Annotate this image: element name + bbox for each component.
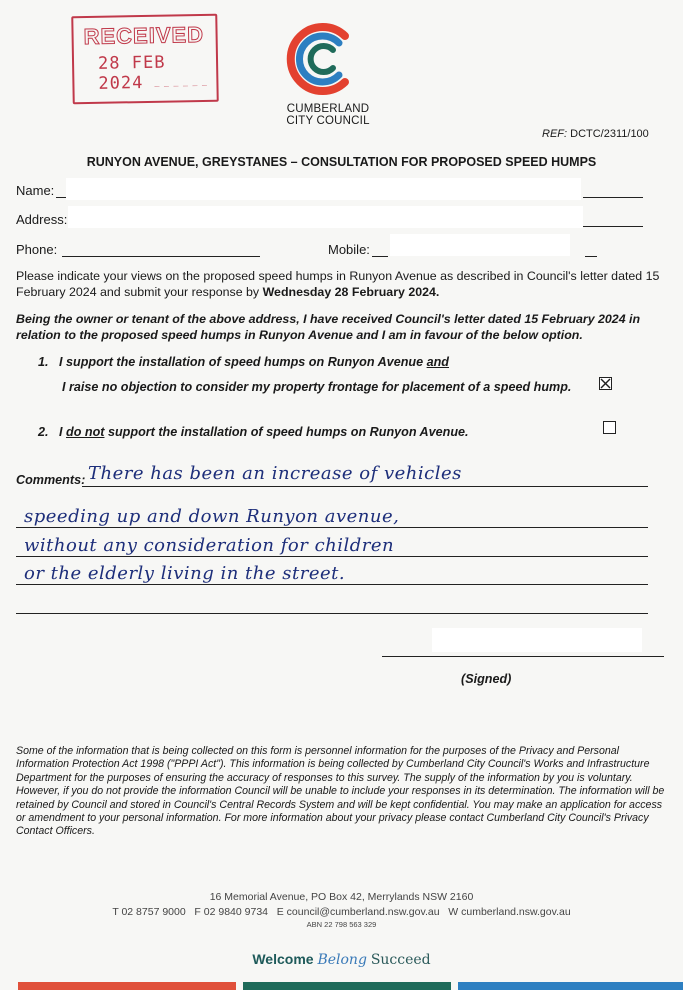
comment-line-2 bbox=[16, 527, 648, 528]
option-1-and: and bbox=[426, 355, 449, 369]
comment-handwriting-3: without any consideration for children bbox=[24, 535, 395, 556]
option-1-text-a: I support the installation of speed humps on Runyon Avenue bbox=[59, 355, 427, 369]
name-line-end bbox=[583, 197, 643, 198]
option-2-line bbox=[38, 425, 469, 439]
name-line bbox=[56, 197, 66, 198]
mobile-line-end bbox=[585, 256, 597, 257]
comment-line-4 bbox=[16, 584, 648, 585]
page-title: RUNYON AVENUE, GREYSTANES – CONSULTATION FOR PROPOSED SPEED HUMPS bbox=[86, 155, 597, 169]
reference-value: DCTC/2311/100 bbox=[570, 128, 649, 140]
footer-abn: ABN 22 798 563 329 bbox=[306, 920, 377, 929]
comment-handwriting-4: or the elderly living in the street. bbox=[24, 563, 346, 584]
tagline-welcome: Welcome bbox=[252, 951, 314, 967]
received-stamp bbox=[71, 14, 219, 105]
declaration: Being the owner or tenant of the above address, I have received Council's letter dated 15 February 2024 in relation to the proposed speed humps in Runyon Avenue and I am in favour of the below option. bbox=[16, 312, 641, 342]
option-2-number: 2. bbox=[38, 425, 49, 439]
tagline-belong: Belong bbox=[317, 952, 367, 968]
signed-label: (Signed) bbox=[461, 672, 512, 686]
option-1-number: 1. bbox=[38, 355, 49, 369]
option-2-not: do not bbox=[66, 425, 105, 439]
organisation-name-line2: CITY COUNCIL bbox=[286, 115, 370, 127]
option-2-checkbox[interactable] bbox=[603, 421, 616, 434]
option-2-text-a: I bbox=[59, 425, 67, 439]
option-1-line-a bbox=[38, 355, 449, 369]
option-2-text-b: support the installation of speed humps on Runyon Avenue. bbox=[104, 425, 469, 439]
organisation-name bbox=[278, 103, 378, 127]
reference-label: REF: bbox=[542, 128, 568, 140]
mobile-label: Mobile: bbox=[328, 242, 370, 257]
stamp-date: 28 FEB 2024 bbox=[97, 52, 166, 94]
comment-line-5 bbox=[16, 613, 648, 614]
comment-line-3 bbox=[16, 556, 648, 557]
tagline-succeed: Succeed bbox=[370, 952, 431, 968]
privacy-notice: Some of the information that is being collected on this form is personnel information for the purposes of the Privacy and Personal Information Protection Act 1998 ("PPPI Act"). This information is being collected by Cumberland City Council's Works and Infrastructure Department for the purposes of ensuring the accuracy of responses to this survey. The supply of the information by you is voluntary. However, if you do not provide the information Council will be unable to include your responses in its determination. The information will be retained by Council and stored in Council's Central Records System and will be kept confidential. You may make an application for access or amendment to your personal information. For more information about your privacy please contact Cumberland City Council's Privacy Contact Officers. bbox=[16, 745, 665, 838]
council-logo-icon bbox=[283, 16, 363, 102]
reference bbox=[542, 128, 649, 140]
footer-contacts: T 02 8757 9000 F 02 9840 9734 E council@cumberland.nsw.gov.au W cumberland.nsw.gov.au bbox=[112, 906, 571, 918]
mobile-line bbox=[372, 256, 388, 257]
name-label: Name: bbox=[16, 183, 55, 198]
address-line-end bbox=[583, 226, 643, 227]
comments-label: Comments: bbox=[16, 473, 86, 487]
redaction-block bbox=[390, 234, 570, 256]
address-label: Address: bbox=[16, 212, 68, 227]
stamp-title: RECEIVED bbox=[83, 21, 205, 50]
footer-bar-red bbox=[18, 982, 236, 990]
comment-line-1 bbox=[82, 486, 648, 487]
checkmark-x-icon bbox=[600, 378, 611, 389]
intro-deadline: Wednesday 28 February 2024. bbox=[262, 285, 440, 299]
phone-label: Phone: bbox=[16, 242, 58, 257]
intro-text: Please indicate your views on the proposed speed humps in Runyon Avenue as described in Council's letter dated 15 February 2024 and submit your response by bbox=[16, 269, 660, 299]
organisation-name-line1: CUMBERLAND bbox=[286, 103, 370, 115]
redaction-block bbox=[68, 206, 583, 228]
phone-line bbox=[62, 256, 260, 257]
option-1-checkbox[interactable] bbox=[599, 377, 612, 390]
comment-handwriting-1: There has been an increase of vehicles bbox=[88, 463, 462, 484]
footer-address: 16 Memorial Avenue, PO Box 42, Merrylands NSW 2160 bbox=[209, 891, 474, 903]
option-1-text-b: I raise no objection to consider my property frontage for placement of a speed hump. bbox=[62, 380, 572, 394]
tagline bbox=[0, 951, 683, 968]
redaction-block bbox=[432, 628, 642, 652]
footer-bar-blue bbox=[458, 982, 683, 990]
stamp-smudge: – – – – – – bbox=[154, 79, 209, 91]
intro-paragraph bbox=[16, 268, 668, 300]
comment-handwriting-2: speeding up and down Runyon avenue, bbox=[24, 506, 400, 527]
signature-line bbox=[382, 656, 664, 657]
redaction-block bbox=[66, 178, 581, 200]
footer-bar-green bbox=[243, 982, 451, 990]
